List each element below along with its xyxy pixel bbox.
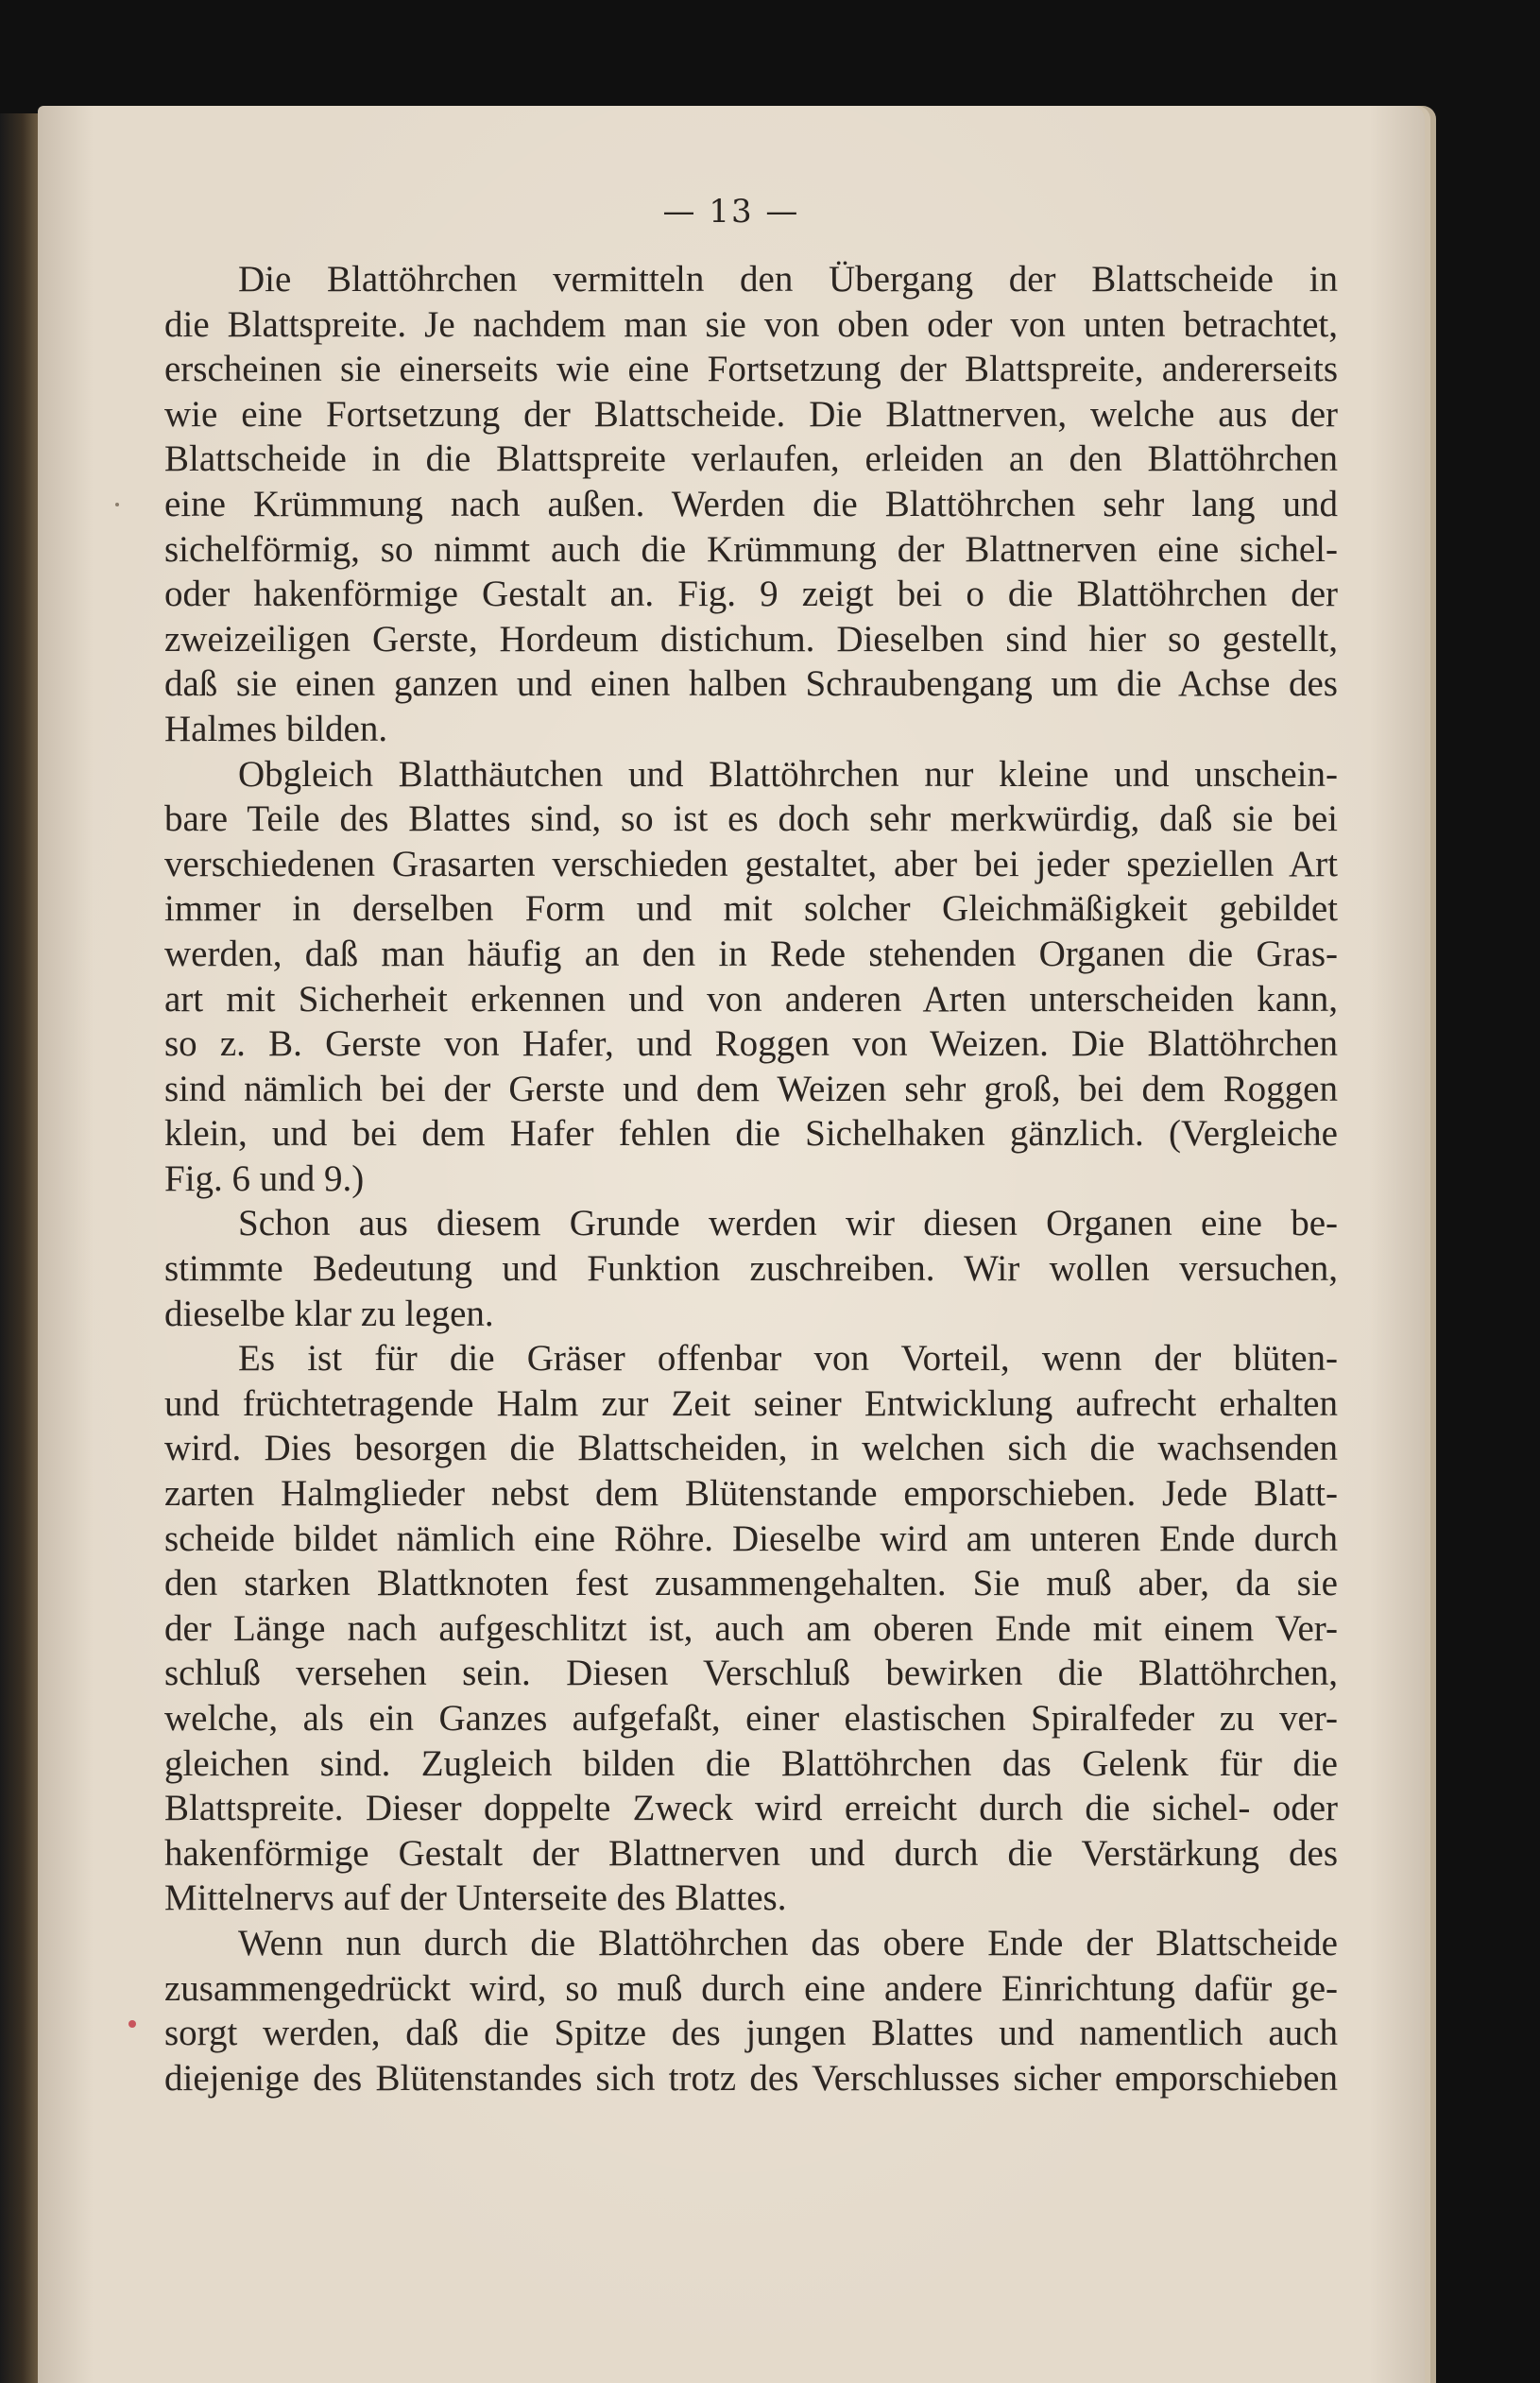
text-line: Fig. 6 und 9.) xyxy=(164,1157,365,1199)
text-line: erscheinen sie einerseits wie eine Fortsetzung der Blattspreite, andererseits xyxy=(164,349,1338,390)
text-line: zarten Halmglieder nebst dem Blütenstande emporschieben. Jede Blatt- xyxy=(164,1473,1338,1515)
margin-red-mark xyxy=(128,2020,136,2028)
text-line: diejenige des Blütenstandes sich trotz des Verschlusses sicher emporschieben xyxy=(164,2057,1338,2099)
text-line: werden, daß man häufig an den in Rede stehenden Organen die Gras- xyxy=(164,933,1338,974)
text-line: oder hakenförmige Gestalt an. Fig. 9 zeigt bei o die Blattöhrchen der xyxy=(164,574,1338,615)
text-line: wie eine Fortsetzung der Blattscheide. Die Blattnerven, welche aus der xyxy=(164,393,1338,435)
text-line: gleichen sind. Zugleich bilden die Blattöhrchen das Gelenk für die xyxy=(164,1742,1338,1784)
text-line: Mittelnervs auf der Unterseite des Blattes. xyxy=(164,1877,787,1919)
text-line: so z. B. Gerste von Hafer, und Roggen von Weizen. Die Blattöhrchen xyxy=(164,1023,1338,1065)
text-line: bare Teile des Blattes sind, so ist es doch sehr merkwürdig, daß sie bei xyxy=(164,798,1338,840)
text-line: zusammengedrückt wird, so muß durch eine andere Einrichtung dafür ge- xyxy=(164,1967,1338,2009)
text-line: der Länge nach aufgeschlitzt ist, auch am oberen Ende mit einem Ver- xyxy=(164,1607,1338,1649)
text-line: dieselbe klar zu legen. xyxy=(164,1293,494,1334)
text-line: Die Blattöhrchen vermitteln den Übergang der Blattscheide in xyxy=(238,259,1338,300)
text-line: Blattspreite. Dieser doppelte Zweck wird erreicht durch die sichel- oder xyxy=(164,1788,1338,1829)
text-line: Obgleich Blatthäutchen und Blattöhrchen nur kleine und unschein- xyxy=(238,753,1338,795)
text-line: stimmte Bedeutung und Funktion zuschreiben. Wir wollen versuchen, xyxy=(164,1248,1338,1290)
text-line: klein, und bei dem Hafer fehlen die Sichelhaken gänzlich. (Vergleiche xyxy=(164,1113,1338,1155)
page-number-header: — 13 — xyxy=(662,193,800,231)
text-line: art mit Sicherheit erkennen und von anderen Arten unterscheiden kann, xyxy=(164,978,1338,1020)
text-line: Halmes bilden. xyxy=(164,708,388,749)
text-line: Es ist für die Gräser offenbar von Vorteil, wenn der blüten- xyxy=(238,1338,1338,1380)
text-line: sichelförmig, so nimmt auch die Krümmung der Blattnerven eine sichel- xyxy=(164,528,1338,570)
text-line: daß sie einen ganzen und einen halben Schraubengang um die Achse des xyxy=(164,663,1338,705)
text-line: den starken Blattknoten fest zusammengehalten. Sie muß aber, da sie xyxy=(164,1563,1338,1604)
scan-left-edge xyxy=(0,113,38,2383)
text-line: Blattscheide in die Blattspreite verlaufen, erleiden an den Blattöhrchen xyxy=(164,438,1338,480)
text-line: zweizeiligen Gerste, Hordeum distichum. Dieselben sind hier so gestellt, xyxy=(164,618,1338,660)
text-line: verschiedenen Grasarten verschieden gestaltet, aber bei jeder speziellen Art xyxy=(164,843,1338,884)
text-line: die Blattspreite. Je nachdem man sie von oben oder von unten betrachtet, xyxy=(164,303,1338,345)
text-line: Wenn nun durch die Blattöhrchen das obere Ende der Blattscheide xyxy=(238,1922,1338,1963)
text-line: wird. Dies besorgen die Blattscheiden, in welchen sich die wachsenden xyxy=(164,1428,1338,1469)
text-line: welche, als ein Ganzes aufgefaßt, einer elastischen Spiralfeder zu ver- xyxy=(164,1698,1338,1739)
text-line: schluß versehen sein. Diesen Verschluß bewirken die Blattöhrchen, xyxy=(164,1653,1338,1694)
body-text xyxy=(164,257,1338,2100)
text-line: immer in derselben Form und mit solcher Gleichmäßigkeit gebildet xyxy=(164,888,1338,930)
book-page xyxy=(38,106,1425,2383)
margin-speck xyxy=(115,503,119,506)
text-line: hakenförmige Gestalt der Blattnerven und durch die Verstärkung des xyxy=(164,1832,1338,1874)
text-line: Schon aus diesem Grunde werden wir diesen Organen eine be- xyxy=(238,1203,1338,1244)
text-line: scheide bildet nämlich eine Röhre. Dieselbe wird am unteren Ende durch xyxy=(164,1517,1338,1559)
text-line: sind nämlich bei der Gerste und dem Weizen sehr groß, bei dem Roggen xyxy=(164,1068,1338,1109)
text-line: und früchtetragende Halm zur Zeit seiner Entwicklung aufrecht erhalten xyxy=(164,1382,1338,1424)
text-line: eine Krümmung nach außen. Werden die Blattöhrchen sehr lang und xyxy=(164,483,1338,524)
text-line: sorgt werden, daß die Spitze des jungen Blattes und namentlich auch xyxy=(164,2013,1338,2054)
